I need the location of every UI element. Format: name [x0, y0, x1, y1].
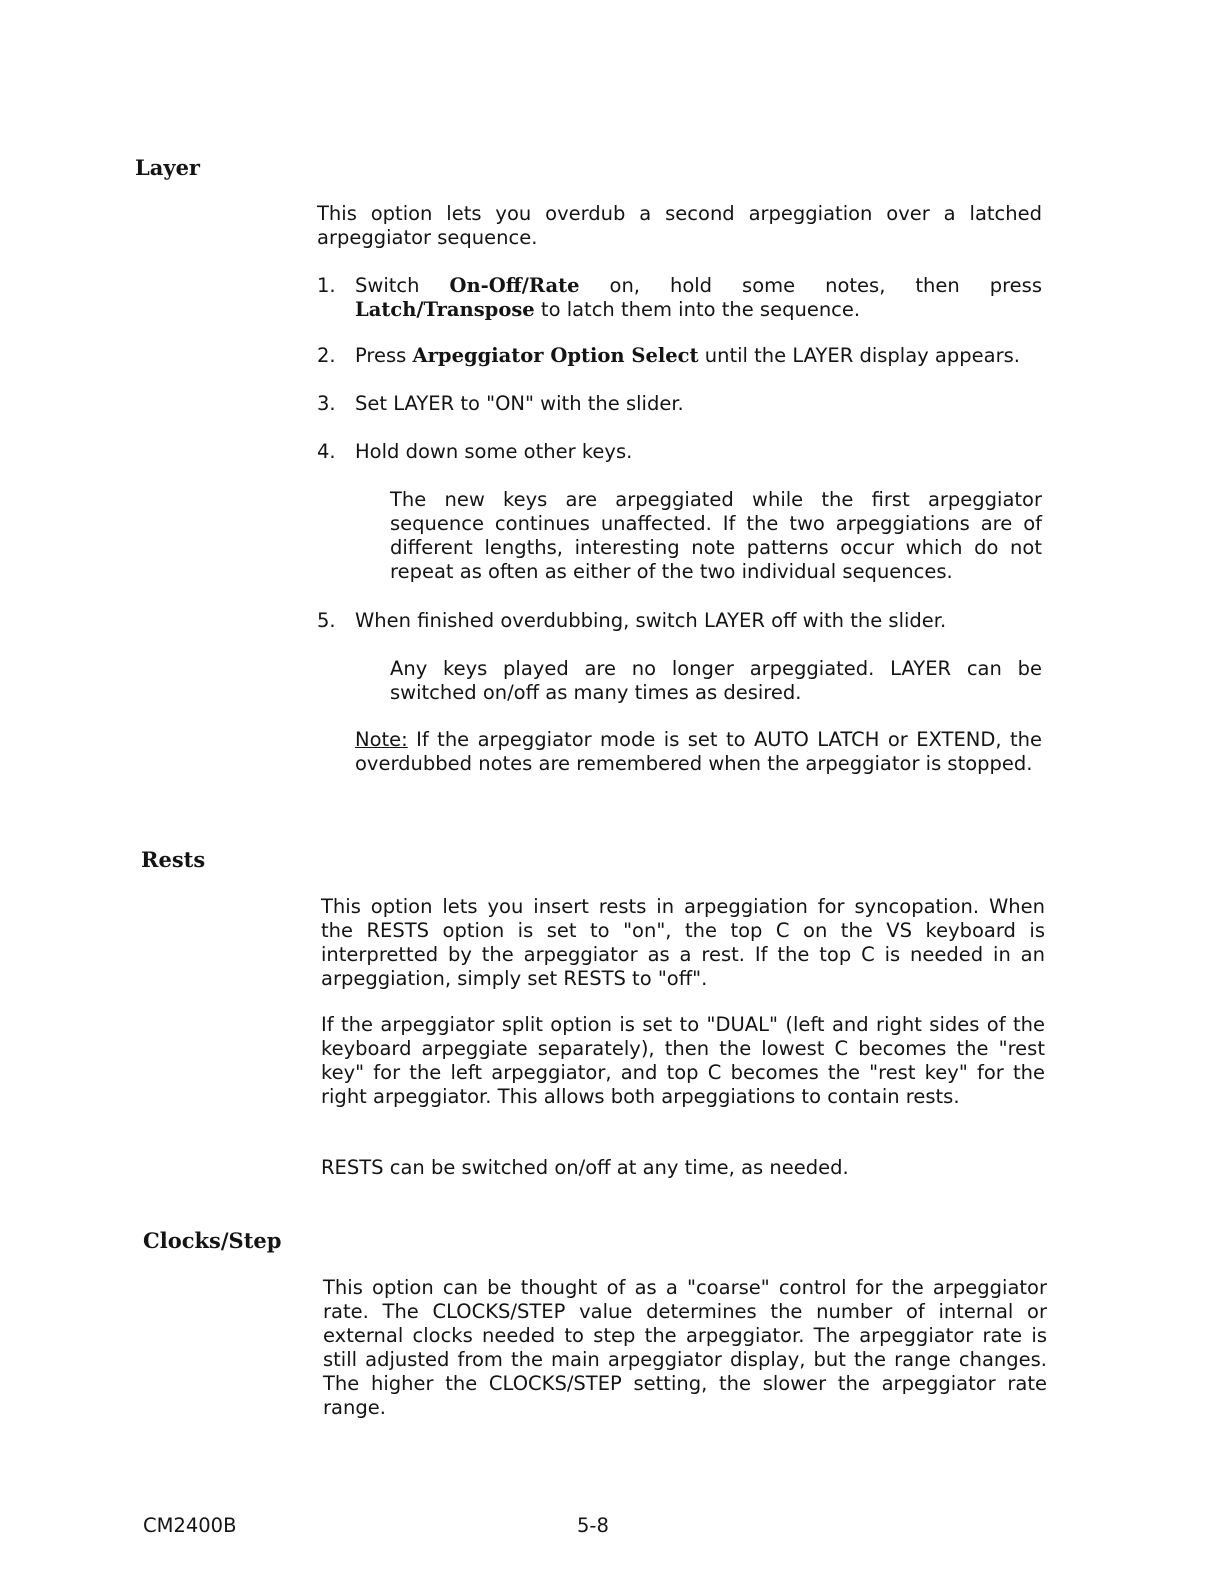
step-text: Hold down some other keys.	[355, 440, 633, 463]
step-number: 3.	[317, 392, 336, 415]
clocks-step-paragraph: This option can be thought of as a "coarse" control for the arpeggiator rate. The CLOCKS/STEP value determines the number of internal or external clocks needed to step the arpeggiator. The arpeggiator rate is still adjusted from the main arpeggiator display, but the range changes. The higher the CLOCKS/STEP setting, the slower the arpeggiator rate range.	[323, 1276, 1047, 1419]
step-number: 4.	[317, 440, 336, 463]
control-on-off-rate: On-Off/Rate	[449, 274, 580, 297]
step-number: 5.	[317, 609, 336, 632]
rests-paragraph-1: This option lets you insert rests in arpeggiation for syncopation. When the RESTS option is set to "on", the top C on the VS keyboard is interpretted by the arpeggiator as a rest. If the top C is needed in an arpeggiation, simply set RESTS to "off".	[321, 895, 1045, 990]
footer-doc-id: CM2400B	[143, 1514, 237, 1537]
heading-layer: Layer	[135, 155, 200, 180]
heading-clocks-step: Clocks/Step	[143, 1228, 282, 1253]
layer-step-4-detail: The new keys are arpeggiated while the first arpeggiator sequence continues unaffected. If the two arpeggiations are of different lengths, interesting note patterns occur which do not repeat as often as either of the two individual sequences.	[390, 488, 1042, 583]
layer-step-1	[317, 274, 1042, 324]
layer-step-4	[317, 440, 1042, 466]
step-number: 2.	[317, 344, 336, 367]
rests-paragraph-3: RESTS can be switched on/off at any time, as needed.	[321, 1156, 849, 1179]
step-text: Press Arpeggiator Option Select until the LAYER display appears.	[355, 344, 1020, 367]
step-text: When finished overdubbing, switch LAYER off with the slider.	[355, 609, 947, 632]
step-text: Set LAYER to "ON" with the slider.	[355, 392, 684, 415]
layer-step-3	[317, 392, 1042, 418]
step-number: 1.	[317, 274, 336, 297]
rests-paragraph-2: If the arpeggiator split option is set to "DUAL" (left and right sides of the keyboard arpeggiate separately), then the lowest C becomes the "rest key" for the left arpeggiator, and top C becomes the "rest key" for the right arpeggiator. This allows both arpeggiations to contain rests.	[321, 1013, 1045, 1108]
layer-note: Note: If the arpeggiator mode is set to AUTO LATCH or EXTEND, the overdubbed notes are remembered when the arpeggiator is stopped.	[355, 728, 1042, 775]
control-arpeggiator-option-select: Arpeggiator Option Select	[412, 344, 699, 367]
layer-step-5-detail: Any keys played are no longer arpeggiated. LAYER can be switched on/off as many times as desired.	[390, 657, 1042, 704]
control-latch-transpose: Latch/Transpose	[355, 298, 535, 321]
layer-step-5	[317, 609, 1042, 635]
heading-rests: Rests	[141, 847, 206, 872]
note-label: Note:	[355, 728, 408, 751]
footer-page-number: 5-8	[577, 1514, 609, 1537]
layer-step-2	[317, 344, 1042, 370]
layer-intro: This option lets you overdub a second arpeggiation over a latched arpeggiator sequence.	[317, 202, 1042, 249]
step-text: Switch On-Off/Rate on, hold some notes, then press Latch/Transpose to latch them into the sequence.	[355, 274, 1042, 321]
